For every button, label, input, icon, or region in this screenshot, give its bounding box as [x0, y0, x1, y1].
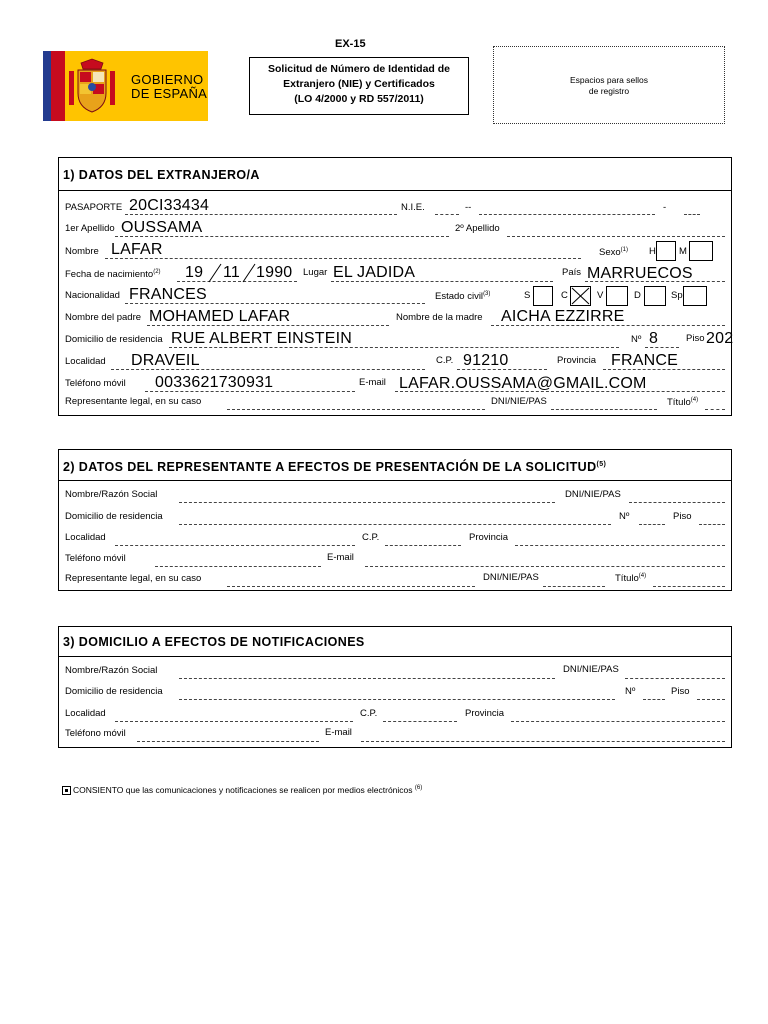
label-ec-c: C: [561, 290, 568, 301]
value-localidad: DRAVEIL: [131, 352, 200, 369]
label-pasaporte: PASAPORTE: [65, 202, 123, 213]
value-apellido1: OUSSAMA: [121, 219, 203, 236]
s2-localidad-field[interactable]: [115, 545, 355, 546]
label-cp: C.P.: [436, 355, 454, 366]
s3-dni-field[interactable]: [625, 678, 725, 679]
value-numero: 8: [649, 330, 659, 347]
label-estado-civil: [435, 291, 490, 302]
s2-email-field[interactable]: [365, 566, 725, 567]
nie-separator-1: --: [465, 202, 472, 213]
s2-label-dni: DNI/NIE/PAS: [565, 489, 621, 500]
cp-field[interactable]: [457, 369, 547, 370]
value-telefono: 0033621730931: [155, 374, 274, 391]
label-nie: N.I.E.: [401, 202, 425, 213]
stamp-label-line1: Espacios para sellos: [570, 75, 648, 85]
label-rep-dni: DNI/NIE/PAS: [491, 396, 547, 407]
s3-localidad-field[interactable]: [115, 721, 353, 722]
value-nombre: LAFAR: [111, 241, 163, 258]
stamp-label-line2: de registro: [588, 86, 630, 96]
s2-label-localidad: Localidad: [65, 532, 106, 543]
label-fecha-text: Fecha de nacimiento: [65, 269, 154, 281]
label-sexo-h: H: [649, 246, 656, 257]
section3-title-divider: [59, 656, 731, 657]
s3-provincia-field[interactable]: [511, 721, 725, 722]
s2-dni2-field[interactable]: [543, 586, 605, 587]
provincia-field[interactable]: [603, 369, 725, 370]
gov-name-line1: GOBIERNO: [131, 72, 204, 87]
value-cp: 91210: [463, 352, 509, 369]
s2-label-telefono: Teléfono móvil: [65, 553, 126, 564]
s3-piso-field[interactable]: [697, 699, 725, 700]
value-madre: AICHA EZZIRRE: [501, 308, 625, 325]
label-numero: Nº: [631, 334, 642, 345]
value-piso: 202: [706, 330, 734, 347]
estado-civil-casado-checkbox[interactable]: [570, 286, 591, 306]
piso-clip: [705, 328, 734, 350]
s3-label-nombre: Nombre/Razón Social: [65, 665, 158, 676]
form-title-box: [249, 57, 469, 115]
s2-titulo-footnote-ref: (4): [638, 573, 647, 579]
sexo-footnote-ref: (1): [620, 247, 628, 253]
label-domicilio: Domicilio de residencia: [65, 334, 163, 345]
s3-label-telefono: Teléfono móvil: [65, 728, 126, 739]
estado-civil-viudo-checkbox[interactable]: [606, 286, 628, 306]
s3-label-domicilio: Domicilio de residencia: [65, 686, 163, 697]
titulo-field[interactable]: [705, 409, 725, 410]
estado-civil-divorciado-checkbox[interactable]: [644, 286, 666, 306]
estado-civil-footnote-ref: (3): [483, 291, 491, 297]
s2-label-piso: Piso: [673, 511, 692, 522]
form-title-line3: (LO 4/2000 y RD 557/2011): [294, 93, 424, 105]
form-code: EX-15: [335, 38, 366, 50]
sexo-h-checkbox[interactable]: [656, 241, 676, 261]
section1-title-divider: [59, 190, 731, 191]
s3-label-dni: DNI/NIE/PAS: [563, 664, 619, 675]
fecha-footnote-ref: (2): [153, 269, 161, 275]
apellido1-field[interactable]: [115, 236, 449, 237]
label-fecha-nacimiento: [65, 269, 161, 280]
section2-title-text: 2) DATOS DEL REPRESENTANTE A EFECTOS DE PRESENTACIÓN DE LA SOLICITUD: [63, 460, 597, 474]
s3-domicilio-field[interactable]: [179, 699, 615, 700]
label-lugar: Lugar: [303, 267, 328, 278]
form-title-line2: Extranjero (NIE) y Certificados: [283, 78, 435, 90]
localidad-field[interactable]: [111, 369, 425, 370]
s3-numero-field[interactable]: [643, 699, 665, 700]
label-ec-sp: Sp: [671, 290, 683, 301]
s2-label-provincia: Provincia: [469, 532, 509, 543]
section2-title-divider: [59, 480, 731, 481]
value-fecha-anio: 1990: [256, 264, 293, 281]
checkmark-x-icon: [571, 287, 590, 305]
s3-label-provincia: Provincia: [465, 708, 505, 719]
label-nombre: Nombre: [65, 246, 99, 257]
s2-label-nombre: Nombre/Razón Social: [65, 489, 158, 500]
value-pasaporte: 20CI33434: [129, 197, 210, 214]
s2-label-dni2: DNI/NIE/PAS: [483, 572, 539, 583]
label-sexo-text: Sexo: [599, 247, 621, 259]
s2-cp-field[interactable]: [385, 545, 461, 546]
consent-checkbox[interactable]: [62, 786, 71, 795]
nie-prefix-field[interactable]: [435, 214, 459, 215]
s2-representante-field[interactable]: [227, 586, 475, 587]
label-estado-civil-text: Estado civil: [435, 291, 484, 303]
label-piso: Piso: [686, 333, 705, 344]
lugar-field[interactable]: [331, 281, 553, 282]
value-provincia: FRANCE: [611, 352, 678, 369]
s2-label-email: E-mail: [327, 552, 354, 563]
nombre-field[interactable]: [105, 258, 581, 259]
s2-label-titulo: [615, 573, 646, 584]
representante-field[interactable]: [227, 409, 485, 410]
consent-footnote-ref: (6): [414, 785, 423, 791]
section2-title: [63, 460, 606, 474]
s2-nombre-field[interactable]: [179, 502, 555, 503]
value-padre: MOHAMED LAFAR: [149, 308, 291, 325]
s2-label-titulo-text: Título: [615, 573, 639, 585]
section3-title: 3) DOMICILIO A EFECTOS DE NOTIFICACIONES: [63, 635, 365, 649]
registry-stamp-area: [493, 46, 725, 124]
label-apellido1: 1er Apellido: [65, 223, 115, 234]
label-ec-d: D: [634, 290, 641, 301]
s2-telefono-field[interactable]: [155, 566, 321, 567]
date-separator-2: [241, 263, 257, 283]
value-fecha-mes: 11: [223, 264, 241, 281]
consent-checked-mark: [65, 789, 68, 792]
s2-label-domicilio: Domicilio de residencia: [65, 511, 163, 522]
label-email: E-mail: [359, 377, 386, 388]
value-lugar: EL JADIDA: [333, 264, 416, 281]
pasaporte-field[interactable]: [125, 214, 397, 215]
section-representative-data: [58, 449, 732, 591]
fecha-field[interactable]: [177, 281, 297, 282]
date-separator-1: [207, 263, 223, 283]
nie-number-field[interactable]: [479, 214, 655, 215]
consent-text: [73, 785, 422, 794]
nie-suffix-field[interactable]: [684, 214, 700, 215]
section2-footnote-ref: (5): [596, 460, 607, 468]
madre-field[interactable]: [491, 325, 725, 326]
label-apellido2: 2º Apellido: [455, 223, 500, 234]
label-nacionalidad: Nacionalidad: [65, 290, 120, 301]
section-notification-address: [58, 626, 732, 748]
label-localidad: Localidad: [65, 356, 106, 367]
eu-flag-strip: [43, 51, 51, 121]
s2-piso-field[interactable]: [699, 524, 725, 525]
value-nacionalidad: FRANCES: [129, 286, 207, 303]
s3-email-field[interactable]: [361, 741, 725, 742]
coat-of-arms-icon: [67, 57, 117, 115]
rep-dni-field[interactable]: [551, 409, 657, 410]
s2-numero-field[interactable]: [639, 524, 665, 525]
label-pais: País: [562, 267, 582, 278]
label-representante: Representante legal, en su caso: [65, 396, 202, 407]
s2-domicilio-field[interactable]: [179, 524, 611, 525]
telefono-field[interactable]: [145, 391, 355, 392]
s3-cp-field[interactable]: [383, 721, 457, 722]
section1-title: 1) DATOS DEL EXTRANJERO/A: [63, 168, 260, 182]
nacionalidad-field[interactable]: [125, 303, 425, 304]
s3-telefono-field[interactable]: [137, 741, 319, 742]
s2-label-numero: Nº: [619, 511, 630, 522]
label-provincia: Provincia: [557, 355, 597, 366]
label-padre: Nombre del padre: [65, 312, 142, 323]
spain-flag-red-strip: [51, 51, 65, 121]
s2-titulo-field[interactable]: [653, 586, 725, 587]
apellido2-field[interactable]: [507, 236, 725, 237]
s3-label-localidad: Localidad: [65, 708, 106, 719]
label-titulo: [667, 397, 698, 408]
s3-label-cp: C.P.: [360, 708, 378, 719]
titulo-footnote-ref: (4): [690, 397, 699, 403]
sexo-m-checkbox[interactable]: [689, 241, 713, 261]
s2-label-cp: C.P.: [362, 532, 380, 543]
nie-separator-2: -: [663, 202, 667, 213]
value-domicilio: RUE ALBERT EINSTEIN: [171, 330, 353, 347]
padre-field[interactable]: [147, 325, 389, 326]
s3-label-piso: Piso: [671, 686, 690, 697]
label-titulo-text: Título: [667, 397, 691, 409]
gov-name-line2: DE ESPAÑA: [131, 86, 208, 101]
government-logo: [43, 51, 208, 121]
s2-provincia-field[interactable]: [515, 545, 725, 546]
estado-civil-separado-checkbox[interactable]: [683, 286, 707, 306]
form-title-line1: Solicitud de Número de Identidad de: [267, 63, 451, 75]
numero-field[interactable]: [645, 347, 679, 348]
label-ec-v: V: [597, 290, 604, 301]
label-madre: Nombre de la madre: [396, 312, 483, 323]
value-fecha-dia: 19: [185, 264, 204, 281]
value-email: LAFAR.OUSSAMA@GMAIL.COM: [399, 375, 647, 392]
s3-label-email: E-mail: [325, 727, 352, 738]
label-sexo-m: M: [679, 246, 687, 257]
label-sexo: [599, 247, 628, 258]
label-telefono: Teléfono móvil: [65, 378, 126, 389]
label-ec-s: S: [524, 290, 531, 301]
s3-label-numero: Nº: [625, 686, 636, 697]
s2-dni-field[interactable]: [629, 502, 725, 503]
section-foreigner-data: [58, 157, 732, 416]
consent-text-body: CONSIENTO que las comunicaciones y notificaciones se realicen por medios electrónicos: [73, 784, 413, 795]
value-pais: MARRUECOS: [587, 265, 693, 282]
estado-civil-soltero-checkbox[interactable]: [533, 286, 553, 306]
domicilio-field[interactable]: [169, 347, 619, 348]
s3-nombre-field[interactable]: [179, 678, 555, 679]
s2-label-representante: Representante legal, en su caso: [65, 573, 202, 584]
